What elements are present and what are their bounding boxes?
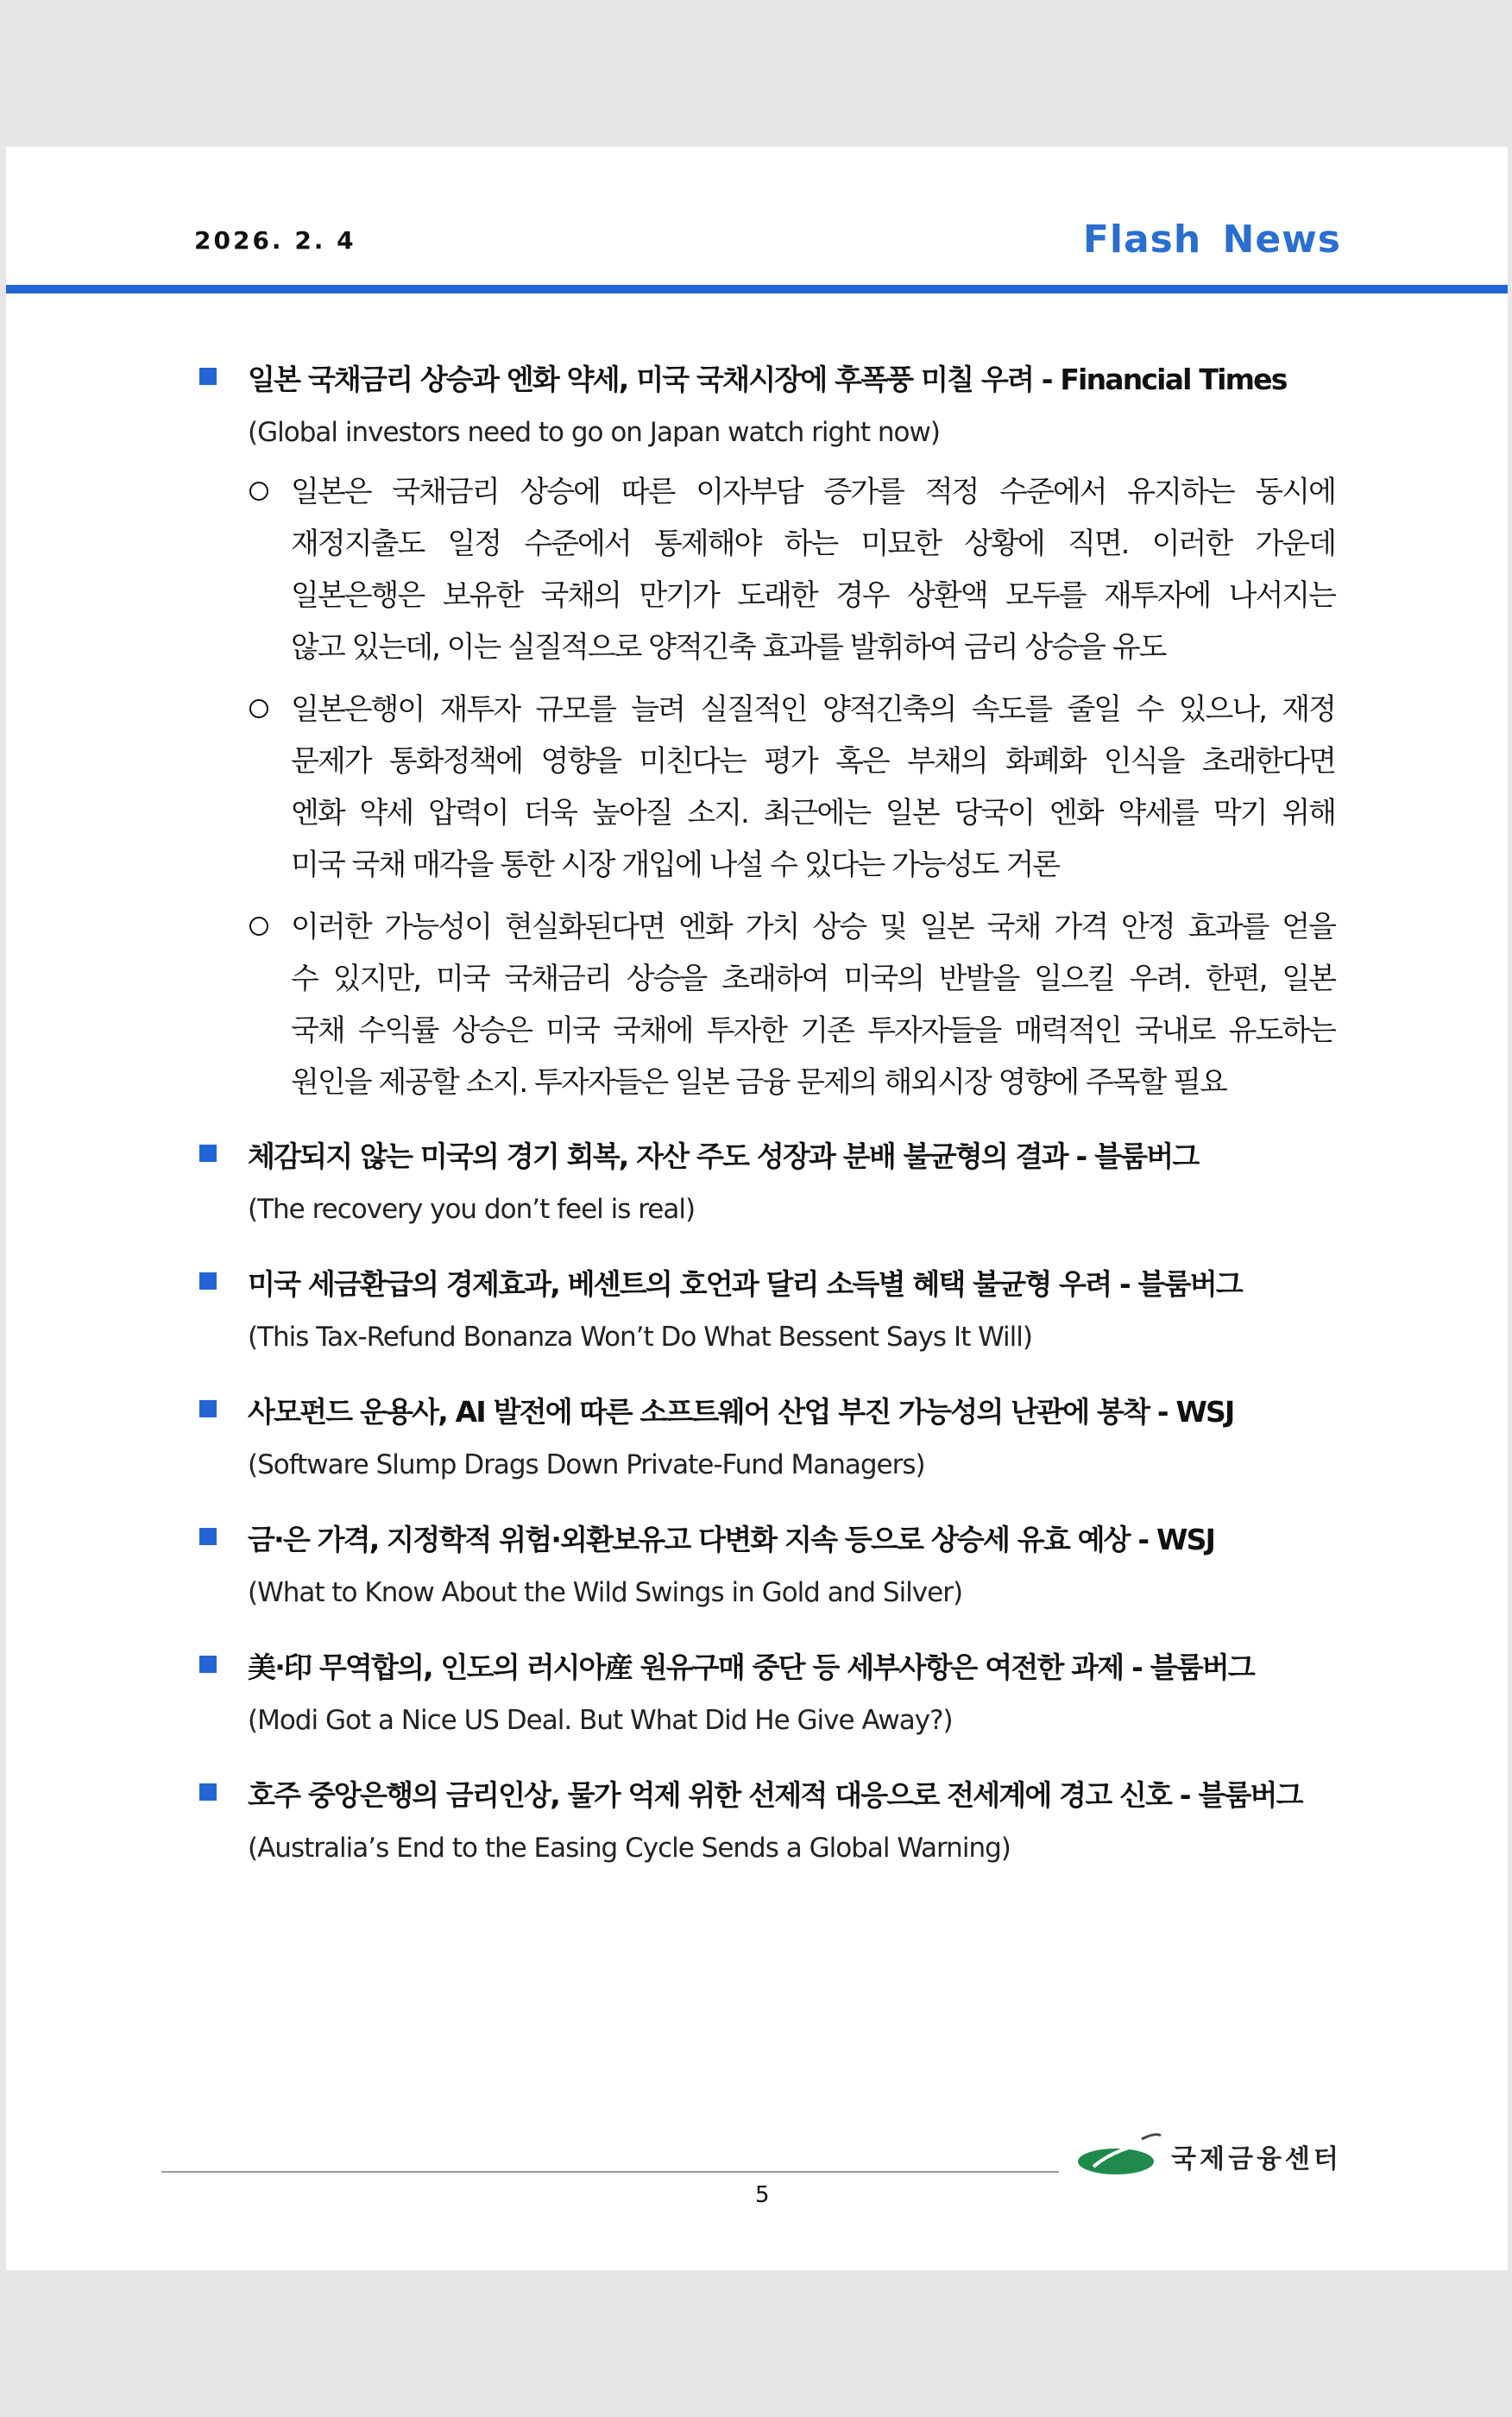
square-bullet-icon (199, 1272, 217, 1290)
news-item (205, 354, 1335, 1108)
news-item-title: 일본 국채금리 상승과 엔화 약세, 미국 국채시장에 후폭풍 미칠 우려 - Financial Times (248, 363, 1287, 396)
news-point-line: 미국 국채 매각을 통한 시장 개입에 나설 수 있다는 가능성도 거론 (291, 848, 1060, 882)
report-date: 2026. 2. 4 (194, 226, 356, 255)
kcif-logo-icon (1076, 2132, 1162, 2180)
square-bullet-icon (199, 1783, 217, 1801)
news-point-line: 국채 수익률 상승은 미국 국채에 투자한 기존 투자자들을 매력적인 국내로 유도하는 (291, 1013, 1335, 1048)
footer-logo (1076, 2132, 1342, 2180)
report-title: Flash News (1082, 218, 1341, 262)
news-point-line: 원인을 제공할 소지. 투자자들은 일본 금융 문제의 해외시장 영향에 주목할 필요 (291, 1065, 1226, 1100)
circle-bullet-icon (249, 482, 268, 501)
square-bullet-icon (199, 1145, 217, 1162)
square-bullet-icon (199, 1400, 217, 1417)
news-item-source-title: (Modi Got a Nice US Deal. But What Did He Give Away?) (248, 1705, 953, 1736)
news-list (205, 354, 1335, 1897)
news-point-line: 재정지출도 일정 수준에서 통제해야 하는 미묘한 상황에 직면. 이러한 가운데 (291, 527, 1335, 561)
news-item (205, 1514, 1335, 1619)
news-item-title: 금·은 가격, 지정학적 위험·외환보유고 다변화 지속 등으로 상승세 유효 예상 - WSJ (248, 1523, 1215, 1556)
news-item (205, 1770, 1335, 1875)
logo-text: 국제금융센터 (1171, 2144, 1342, 2174)
news-item-title: 호주 중앙은행의 금리인상, 물가 억제 위한 선제적 대응으로 전세계에 경고 신호 - 블룸버그 (248, 1778, 1302, 1812)
square-bullet-icon (199, 1656, 217, 1673)
news-point-line: 않고 있는데, 이는 실질적으로 양적긴축 효과를 발휘하여 금리 상승을 유도 (291, 630, 1166, 665)
news-item (205, 1642, 1335, 1747)
news-point-line: 일본은행이 재투자 규모를 늘려 실질적인 양적긴축의 속도를 줄일 수 있으나, 재정 (291, 692, 1335, 727)
news-point-line: 문제가 통화정책에 영향을 미친다는 평가 혹은 부채의 화폐화 인식을 초래한다면 (291, 744, 1335, 779)
news-item-source-title: (The recovery you don’t feel is real) (248, 1194, 696, 1225)
header-divider (6, 285, 1508, 293)
news-item-title: 미국 세금환급의 경제효과, 베센트의 호언과 달리 소득별 혜택 불균형 우려 - 블룸버그 (248, 1267, 1242, 1301)
news-point (248, 684, 1335, 891)
square-bullet-icon (199, 368, 217, 385)
news-item-source-title: (Global investors need to go on Japan watch right now) (248, 417, 940, 448)
news-item (205, 1131, 1335, 1236)
news-item (205, 1259, 1335, 1364)
news-item-source-title: (This Tax-Refund Bonanza Won’t Do What Bessent Says It Will) (248, 1322, 1032, 1353)
news-item-title: 美·印 무역합의, 인도의 러시아産 원유구매 중단 등 세부사항은 여전한 과제 - 블룸버그 (248, 1650, 1254, 1684)
news-point-line: 수 있지만, 미국 국채금리 상승을 초래하여 미국의 반발을 일으킬 우려. 한편, 일본 (291, 962, 1335, 996)
news-point-line: 일본은 국채금리 상승에 따른 이자부담 증가를 적정 수준에서 유지하는 동시에 (291, 475, 1335, 509)
news-item-source-title: (Software Slump Drags Down Private-Fund Managers) (248, 1449, 925, 1480)
footer-divider (161, 2171, 1059, 2173)
news-point-line: 이러한 가능성이 현실화된다면 엔화 가치 상승 및 일본 국채 가격 안정 효과를 얻을 (291, 910, 1335, 944)
news-item-points (205, 466, 1335, 1108)
news-point (248, 901, 1335, 1108)
news-point (248, 466, 1335, 673)
news-item-source-title: (Australia’s End to the Easing Cycle Sends a Global Warning) (248, 1833, 1011, 1864)
document-page (6, 147, 1508, 2270)
square-bullet-icon (199, 1528, 217, 1545)
page-number: 5 (755, 2182, 770, 2208)
circle-bullet-icon (249, 917, 268, 936)
news-item-source-title: (What to Know About the Wild Swings in Gold and Silver) (248, 1577, 963, 1608)
news-item (205, 1386, 1335, 1492)
circle-bullet-icon (249, 699, 268, 718)
news-item-title: 사모펀드 운용사, AI 발전에 따른 소프트웨어 산업 부진 가능성의 난관에 봉착 - WSJ (248, 1395, 1234, 1429)
news-point-line: 엔화 약세 압력이 더욱 높아질 소지. 최근에는 일본 당국이 엔화 약세를 막기 위해 (291, 796, 1335, 830)
news-point-line: 일본은행은 보유한 국채의 만기가 도래한 경우 상환액 모두를 재투자에 나서지는 (291, 578, 1335, 613)
news-item-title: 체감되지 않는 미국의 경기 회복, 자산 주도 성장과 분배 불균형의 결과 - 블룸버그 (248, 1139, 1199, 1173)
